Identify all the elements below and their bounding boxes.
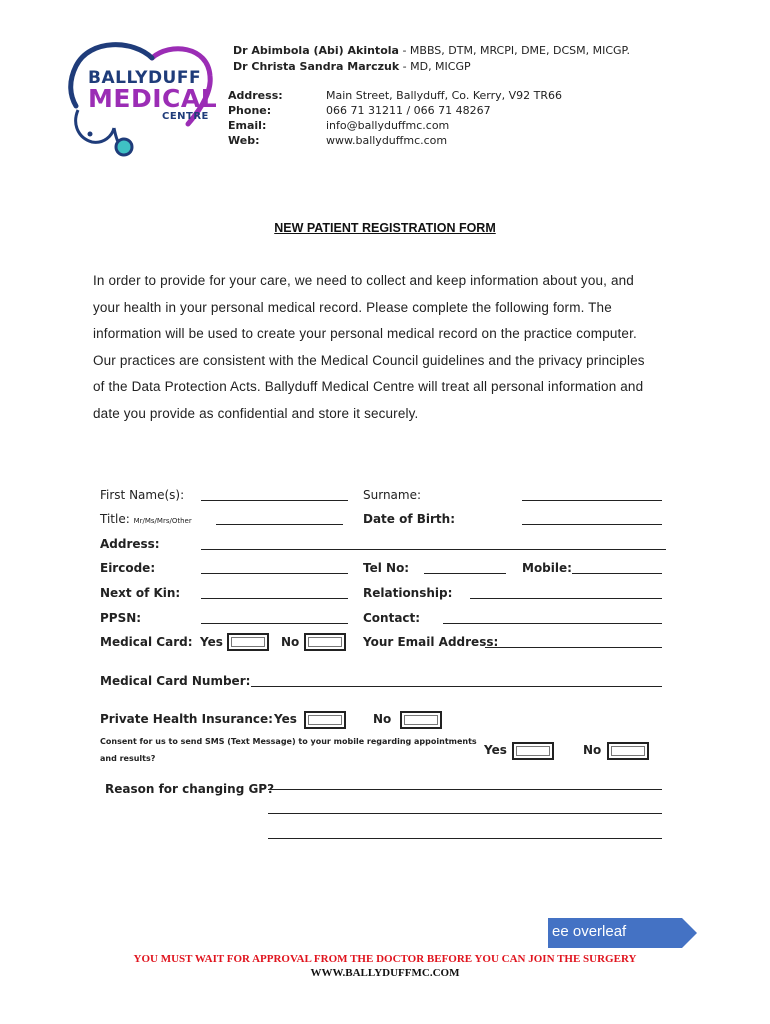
form-title: NEW PATIENT REGISTRATION FORM <box>274 221 496 235</box>
first-name-label: First Name(s): <box>100 488 185 502</box>
intro-line: Our practices are consistent with the Medical Council guidelines and the privacy principles <box>93 352 645 368</box>
surname-field[interactable] <box>522 500 662 501</box>
address-label: Address: <box>228 89 283 102</box>
web-value[interactable]: www.ballyduffmc.com <box>326 134 448 147</box>
logo-text-ballyduff: BALLYDUFF <box>88 68 202 88</box>
doctor-2-quals: - MD, MICGP <box>399 60 471 73</box>
sms-consent-line-2: and results? <box>100 754 156 763</box>
doctor-1-name: Dr Abimbola (Abi) Akintola <box>233 44 399 57</box>
mobile-field[interactable] <box>572 573 662 574</box>
medical-card-yes-checkbox[interactable] <box>227 633 269 651</box>
web-label: Web: <box>228 134 260 147</box>
medical-card-number-field[interactable] <box>251 686 662 687</box>
reason-field-line-1[interactable] <box>268 789 662 790</box>
medical-card-yes-label: Yes <box>200 635 223 649</box>
private-health-label: Private Health Insurance: <box>100 712 273 726</box>
dob-label: Date of Birth: <box>363 512 456 526</box>
private-health-no-label: No <box>373 712 392 726</box>
intro-paragraph <box>93 268 693 427</box>
see-overleaf-arrow[interactable] <box>548 918 698 948</box>
intro-line: information will be used to create your personal medical record on the practice computer. <box>93 326 637 341</box>
email-label: Email: <box>228 119 267 132</box>
reason-label: Reason for changing GP? <box>105 782 275 796</box>
doctor-1-quals: - MBBS, DTM, MRCPI, DME, DCSM, MICGP. <box>398 44 630 57</box>
intro-line: your health in your personal medical record. Please complete the following form. The <box>93 299 612 315</box>
title-options: Mr/Ms/Mrs/Other <box>133 517 192 525</box>
tel-label: Tel No: <box>363 561 410 575</box>
doctor-2 <box>233 60 471 73</box>
ppsn-field[interactable] <box>201 623 348 624</box>
intro-line: of the Data Protection Acts. Ballyduff Medical Centre will treat all personal information and <box>93 379 644 394</box>
eircode-field[interactable] <box>201 573 348 574</box>
reason-field-line-3[interactable] <box>268 838 662 839</box>
sms-no-checkbox[interactable] <box>607 742 649 760</box>
medical-card-no-checkbox[interactable] <box>304 633 346 651</box>
sms-no-label: No <box>583 743 602 757</box>
phone-value: 066 71 31211 / 066 71 48267 <box>326 104 491 117</box>
next-of-kin-field[interactable] <box>201 598 348 599</box>
medical-card-no-label: No <box>281 635 300 649</box>
patient-address-label: Address: <box>100 537 160 551</box>
footer-website[interactable]: WWW.BALLYDUFFMC.COM <box>310 967 460 979</box>
email-value[interactable]: info@ballyduffmc.com <box>326 119 450 132</box>
relationship-label: Relationship: <box>363 586 453 600</box>
footer-warning: YOU MUST WAIT FOR APPROVAL FROM THE DOCTOR BEFORE YOU CAN JOIN THE SURGERY <box>133 953 637 965</box>
private-health-yes-checkbox[interactable] <box>304 711 346 729</box>
practice-logo <box>60 40 220 165</box>
mobile-label: Mobile: <box>522 561 572 575</box>
surname-label: Surname: <box>363 488 422 502</box>
tel-field[interactable] <box>424 573 506 574</box>
your-email-label: Your Email Address: <box>363 635 499 649</box>
reason-field-line-2[interactable] <box>268 813 662 814</box>
title-label-text: Title: <box>100 512 130 526</box>
contact-label: Contact: <box>363 611 421 625</box>
doctor-1 <box>233 44 630 57</box>
private-health-no-checkbox[interactable] <box>400 711 442 729</box>
phone-label: Phone: <box>228 104 272 117</box>
next-of-kin-label: Next of Kin: <box>100 586 181 600</box>
sms-consent-line-1: Consent for us to send SMS (Text Message) to your mobile regarding appointments <box>100 737 477 746</box>
medical-card-label: Medical Card: <box>100 635 193 649</box>
medical-card-number-label: Medical Card Number: <box>100 674 251 688</box>
title-field[interactable] <box>216 524 343 525</box>
patient-address-field[interactable] <box>201 549 666 550</box>
title-label <box>100 512 192 526</box>
intro-line: In order to provide for your care, we need to collect and keep information about you, and <box>93 273 634 288</box>
see-overleaf-text: ee overleaf <box>552 923 627 940</box>
sms-yes-checkbox[interactable] <box>512 742 554 760</box>
logo-text-centre: CENTRE <box>162 111 209 122</box>
logo-text-medical: MEDICAL <box>88 84 218 113</box>
relationship-field[interactable] <box>470 598 662 599</box>
eircode-label: Eircode: <box>100 561 156 575</box>
private-health-yes-label: Yes <box>274 712 297 726</box>
first-name-field[interactable] <box>201 500 348 501</box>
contact-field[interactable] <box>443 623 662 624</box>
doctor-2-name: Dr Christa Sandra Marczuk <box>233 60 400 73</box>
dob-field[interactable] <box>522 524 662 525</box>
ppsn-label: PPSN: <box>100 611 142 625</box>
address-value: Main Street, Ballyduff, Co. Kerry, V92 TR66 <box>326 89 562 102</box>
intro-line: date you provide as confidential and store it securely. <box>93 405 419 421</box>
sms-yes-label: Yes <box>484 743 507 757</box>
your-email-field[interactable] <box>485 647 662 648</box>
